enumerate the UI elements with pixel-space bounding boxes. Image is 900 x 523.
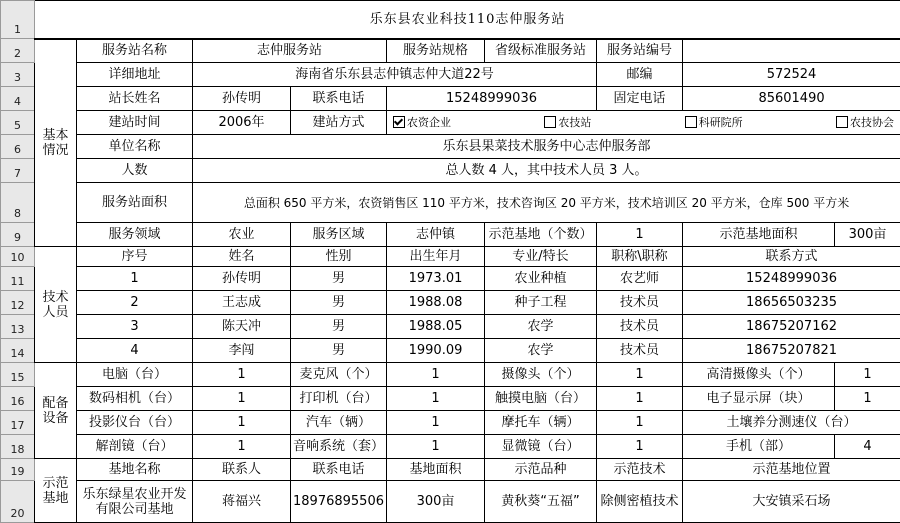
staff-contact[interactable]: 18656503235 [683,291,900,315]
row-number[interactable]: 5 [1,111,35,135]
landline-value[interactable]: 85601490 [683,87,900,111]
staff-header[interactable]: 姓名 [193,247,291,267]
station-name-label[interactable]: 服务站名称 [77,39,193,63]
head-value[interactable]: 孙传明 [193,87,291,111]
people-value[interactable]: 总人数 4 人，其中技术人员 3 人。 [193,159,900,183]
method-option[interactable]: 农技协会 [836,115,894,130]
demo-phone[interactable]: 18976895506 [291,481,387,523]
staff-title[interactable]: 技术员 [597,339,683,363]
table-row [1,411,900,435]
station-spec-label[interactable]: 服务站规格 [387,39,485,63]
staff-no[interactable]: 3 [77,315,193,339]
equipment-name[interactable]: 麦克风（个） [291,363,387,387]
row-6 [1,135,900,159]
region-label[interactable]: 服务区域 [291,223,387,247]
equipment-count[interactable]: 1 [597,363,683,387]
demo-header[interactable]: 基地面积 [387,459,485,481]
row-number[interactable]: 7 [1,159,35,183]
equipment-count[interactable]: 1 [193,435,291,459]
equipment-name[interactable]: 摄像头（个） [485,363,597,387]
section-equipment-label[interactable]: 配备设备 [35,363,77,459]
row-number[interactable]: 14 [1,339,35,363]
checkbox-icon[interactable] [685,116,697,128]
row-number[interactable]: 3 [1,63,35,87]
equipment-count[interactable]: 1 [193,363,291,387]
section-demo-label[interactable]: 示范基地 [35,459,77,523]
demo-area[interactable]: 300亩 [387,481,485,523]
equipment-count[interactable]: 1 [387,387,485,411]
staff-major[interactable]: 农学 [485,315,597,339]
people-label[interactable]: 人数 [77,159,193,183]
staff-birth[interactable]: 1973.01 [387,267,485,291]
demo-header[interactable]: 联系电话 [291,459,387,481]
equipment-name[interactable]: 触摸电脑（台） [485,387,597,411]
field-value[interactable]: 农业 [193,223,291,247]
staff-title[interactable]: 技术员 [597,291,683,315]
staff-major[interactable]: 种子工程 [485,291,597,315]
staff-birth[interactable]: 1990.09 [387,339,485,363]
row-8 [1,183,900,223]
staff-major[interactable]: 农学 [485,339,597,363]
equipment-name[interactable]: 土壤养分测速仪（台） [683,411,900,435]
demo-base-name[interactable]: 乐东绿星农业开发有限公司基地 [77,481,193,523]
row-4 [1,87,900,111]
staff-gender[interactable]: 男 [291,315,387,339]
row-number[interactable]: 17 [1,411,35,435]
equipment-count[interactable]: 1 [193,411,291,435]
demo-header[interactable]: 示范品种 [485,459,597,481]
demo-contact[interactable]: 蒋福兴 [193,481,291,523]
table-row [1,291,900,315]
station-no-value[interactable] [683,39,900,63]
staff-header[interactable]: 出生年月 [387,247,485,267]
equipment-count[interactable]: 1 [597,411,683,435]
method-option[interactable]: 农资企业 [393,115,451,130]
staff-header[interactable]: 联系方式 [683,247,900,267]
row-number[interactable]: 15 [1,363,35,387]
staff-contact[interactable]: 15248999036 [683,267,900,291]
equipment-count[interactable]: 4 [835,435,900,459]
method-option[interactable]: 科研院所 [685,115,743,130]
station-name-value[interactable]: 志仲服务站 [193,39,387,63]
demo-header[interactable]: 示范基地位置 [683,459,900,481]
demo-technique[interactable]: 除侧密植技术 [597,481,683,523]
demo-count-label[interactable]: 示范基地（个数） [485,223,597,247]
equipment-count[interactable]: 1 [387,411,485,435]
staff-header[interactable]: 职称\职称 [597,247,683,267]
phone-label[interactable]: 联系电话 [291,87,387,111]
staff-gender[interactable]: 男 [291,291,387,315]
row-2 [1,39,900,63]
staff-birth[interactable]: 1988.05 [387,315,485,339]
table-row [1,339,900,363]
row-3 [1,63,900,87]
equipment-count[interactable]: 1 [387,363,485,387]
equipment-count[interactable]: 1 [597,435,683,459]
demo-area-value[interactable]: 300亩 [835,223,900,247]
staff-name[interactable]: 李闯 [193,339,291,363]
staff-header[interactable]: 性别 [291,247,387,267]
address-label[interactable]: 详细地址 [77,63,193,87]
row-number[interactable]: 10 [1,247,35,267]
staff-name[interactable]: 孙传明 [193,267,291,291]
checkbox-checked-icon[interactable] [393,116,405,128]
staff-birth[interactable]: 1988.08 [387,291,485,315]
postcode-value[interactable]: 572524 [683,63,900,87]
equipment-count[interactable]: 1 [835,387,900,411]
row-number[interactable]: 20 [1,481,35,523]
staff-no[interactable]: 2 [77,291,193,315]
row-19 [1,459,900,481]
method-label[interactable]: 建站方式 [291,111,387,135]
staff-name[interactable]: 王志成 [193,291,291,315]
equipment-count[interactable]: 1 [835,363,900,387]
station-spec-value[interactable]: 省级标准服务站 [485,39,597,63]
staff-contact[interactable]: 18675207162 [683,315,900,339]
row-number[interactable]: 8 [1,183,35,223]
staff-title[interactable]: 农艺师 [597,267,683,291]
row-number[interactable]: 4 [1,87,35,111]
staff-header[interactable]: 序号 [77,247,193,267]
area-label[interactable]: 服务站面积 [77,183,193,223]
staff-no[interactable]: 1 [77,267,193,291]
row-number[interactable]: 1 [1,1,35,39]
row-10 [1,247,900,267]
row-9 [1,223,900,247]
table-row [1,267,900,291]
equipment-name[interactable]: 高清摄像头（个） [683,363,835,387]
equipment-name[interactable]: 手机（部） [683,435,835,459]
table-row [1,315,900,339]
demo-header[interactable]: 示范技术 [597,459,683,481]
equipment-name[interactable]: 数码相机（台） [77,387,193,411]
staff-header[interactable]: 专业/特长 [485,247,597,267]
row-number[interactable]: 16 [1,387,35,411]
staff-major[interactable]: 农业种植 [485,267,597,291]
head-label[interactable]: 站长姓名 [77,87,193,111]
staff-contact[interactable]: 18675207821 [683,339,900,363]
equipment-count[interactable]: 1 [193,387,291,411]
demo-count-value[interactable]: 1 [597,223,683,247]
row-7 [1,159,900,183]
row-number[interactable]: 2 [1,39,35,63]
row-number[interactable]: 11 [1,267,35,291]
equipment-name[interactable]: 投影仪台（台） [77,411,193,435]
staff-gender[interactable]: 男 [291,267,387,291]
address-value[interactable]: 海南省乐东县志仲镇志仲大道22号 [193,63,597,87]
equipment-name[interactable]: 显微镜（台） [485,435,597,459]
demo-header[interactable]: 联系人 [193,459,291,481]
row-number[interactable]: 12 [1,291,35,315]
row-number[interactable]: 13 [1,315,35,339]
section-staff-label[interactable]: 技术人员 [35,247,77,363]
equipment-name[interactable]: 汽车（辆） [291,411,387,435]
row-number[interactable]: 6 [1,135,35,159]
field-label[interactable]: 服务领域 [77,223,193,247]
checkbox-icon[interactable] [836,116,848,128]
equipment-count[interactable]: 1 [597,387,683,411]
staff-name[interactable]: 陈天冲 [193,315,291,339]
equipment-name[interactable]: 电子显示屏（块） [683,387,835,411]
equipment-name[interactable]: 打印机（台） [291,387,387,411]
demo-variety[interactable]: 黄秋葵“五福” [485,481,597,523]
method-options [387,111,900,135]
section-basic-label[interactable]: 基本情况 [35,39,77,247]
demo-area-label[interactable]: 示范基地面积 [683,223,835,247]
equipment-name[interactable]: 解剖镜（台） [77,435,193,459]
table-row [1,435,900,459]
demo-location[interactable]: 大安镇采石场 [683,481,900,523]
equipment-count[interactable]: 1 [387,435,485,459]
unit-value[interactable]: 乐东县果菜技术服务中心志仲服务部 [193,135,900,159]
staff-gender[interactable]: 男 [291,339,387,363]
row-number[interactable]: 19 [1,459,35,481]
region-value[interactable]: 志仲镇 [387,223,485,247]
staff-no[interactable]: 4 [77,339,193,363]
table-row [1,387,900,411]
table-row [1,363,900,387]
equipment-name[interactable]: 摩托车（辆） [485,411,597,435]
row-number[interactable]: 18 [1,435,35,459]
station-no-label[interactable]: 服务站编号 [597,39,683,63]
built-value[interactable]: 2006年 [193,111,291,135]
method-option[interactable]: 农技站 [544,115,591,130]
landline-label[interactable]: 固定电话 [597,87,683,111]
row-5 [1,111,900,135]
staff-title[interactable]: 技术员 [597,315,683,339]
equipment-name[interactable]: 音响系统（套） [291,435,387,459]
checkbox-icon[interactable] [544,116,556,128]
postcode-label[interactable]: 邮编 [597,63,683,87]
row-1 [1,1,900,39]
page-title[interactable]: 乐东县农业科技110志仲服务站 [35,1,900,39]
built-label[interactable]: 建站时间 [77,111,193,135]
row-20 [1,481,900,523]
unit-label[interactable]: 单位名称 [77,135,193,159]
demo-header[interactable]: 基地名称 [77,459,193,481]
equipment-name[interactable]: 电脑（台） [77,363,193,387]
row-number[interactable]: 9 [1,223,35,247]
phone-value[interactable]: 15248999036 [387,87,597,111]
area-value[interactable]: 总面积 650 平方米，农资销售区 110 平方米，技术咨询区 20 平方米，技术培训区 20 平方米，仓库 500 平方米 [193,183,900,223]
